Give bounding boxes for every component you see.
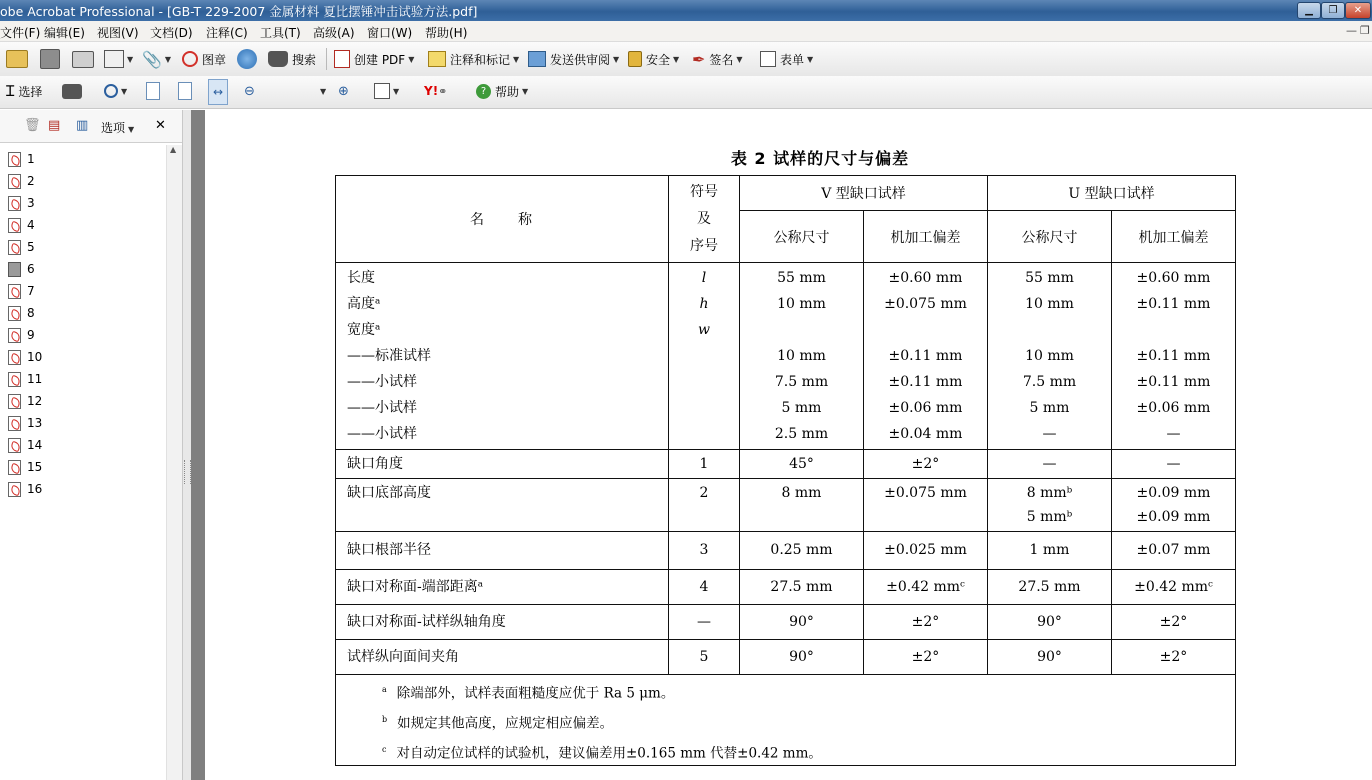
table-cell-u_tol: ±0.60 mm [1136,270,1211,286]
table-cell-name: 缺口根部半径 [347,542,431,558]
create-pdf-label: 创建 PDF [354,52,406,67]
zoom-out-button[interactable] [244,79,255,103]
pdf-page-icon [8,152,21,167]
title-bar [0,0,1372,21]
chevron-down-icon: ▼ [513,54,520,64]
table-cell-v_tol: ±2° [911,649,940,665]
table-cell-symbol: 2 [699,485,709,501]
menu-comments[interactable]: 注释(C) [206,26,248,40]
chevron-down-icon: ▼ [522,86,529,96]
search-label: 搜索 [292,52,317,67]
menu-document[interactable]: 文档(D) [150,26,193,40]
pdf-page-icon [8,416,21,431]
bookmark-label: 14 [27,438,43,452]
table-cell-u_tol: ±0.07 mm [1136,542,1211,558]
chevron-down-icon: ▼ [127,54,134,64]
table-title: 表 2 试样的尺寸与偏差 [730,149,910,168]
yahoo-button[interactable] [424,79,447,103]
header-nominal: 公称尺寸 [1021,229,1078,246]
chevron-down-icon: ▼ [121,86,128,96]
table-cell-v_nom: 55 mm [777,270,826,286]
select-label: 选择 [18,84,43,99]
window-title: obe Acrobat Professional - [GB-T 229-2007 金属材料 夏比摆锤冲击试验方法.pdf] [0,4,478,19]
pdf-page-icon [8,438,21,453]
bookmark-label: 11 [27,372,43,386]
doc-minimize-icon[interactable]: — [1346,24,1357,37]
select-tool-button[interactable] [6,79,42,103]
table-cell-name: ——小试样 [347,374,417,390]
table-row [336,605,1236,640]
bookmark-label: 8 [27,306,35,320]
sidebar-scrollbar[interactable] [166,145,182,780]
snapshot-button[interactable] [62,79,82,103]
bookmark-label: 9 [27,328,35,342]
table-cell-v_nom: 45° [789,456,814,472]
table-cell-symbol: 1 [699,456,709,472]
table-cell-u_tol: ±0.11 mm [1136,296,1211,312]
stamp-button[interactable] [182,47,226,71]
send-review-icon [528,51,546,67]
chevron-down-icon: ▼ [613,54,620,64]
options-menu[interactable] [101,119,134,136]
pdf-page-icon [8,460,21,475]
zoom-tool-button[interactable] [104,79,127,103]
table-cell-u_nom: 90° [1037,649,1062,665]
expand-bookmark-icon[interactable]: ▥ [76,118,89,133]
chevron-down-icon: ▼ [320,86,327,96]
security-label: 安全 [646,52,671,67]
table-cell-name: 缺口对称面-端部距离ᵃ [347,579,484,595]
bookmark-label: 3 [27,196,35,210]
table-cell-v_tol: ±0.075 mm [884,296,967,312]
table-cell-symbol [669,505,739,529]
bookmark-label: 16 [27,482,43,496]
table-cell-u_nom: — [1042,456,1057,472]
table-cell-v_nom: 27.5 mm [770,579,833,595]
zoom-dropdown[interactable] [317,79,326,103]
bookmark-item[interactable] [8,390,42,412]
create-pdf-button[interactable] [334,47,414,71]
pdf-page-icon [8,240,21,255]
send-review-label: 发送供审阅 [550,52,611,67]
organizer-button[interactable] [104,47,133,71]
options-label: 选项 [101,121,126,135]
pdf-page-icon [8,218,21,233]
close-button[interactable]: ✕ [1345,2,1371,19]
pdf-page-icon [8,328,21,343]
table-row [336,570,1236,605]
save-icon [40,49,60,69]
menu-window[interactable]: 窗口(W) [367,26,413,40]
menu-help[interactable]: 帮助(H) [425,26,468,40]
bookmark-label: 6 [27,262,35,276]
header-v-notch: V 型缺口试样 [821,186,906,203]
bookmark-item[interactable] [8,192,42,214]
table-cell-name: 缺口角度 [347,456,403,472]
table-cell-u_nom: 7.5 mm [1022,374,1077,390]
bookmark-item[interactable] [8,148,42,170]
new-bookmark-icon[interactable]: ▤ [48,118,61,133]
table-row [336,263,1236,450]
table-cell-u_tol: ±2° [1159,614,1188,630]
chevron-down-icon: ▼ [128,125,135,134]
bookmark-item[interactable] [8,302,42,324]
table-notes-row [336,675,1236,766]
zoom-in-icon [104,84,118,98]
print-button[interactable] [72,47,94,71]
pdf-page-icon [8,350,21,365]
table-cell-u_nom: 8 mmᵇ [1026,485,1073,501]
lock-icon [628,51,642,67]
table-cell-name: 宽度ᵃ [347,322,381,338]
bookmark-item[interactable] [8,236,42,258]
chevron-down-icon: ▼ [393,86,400,96]
table-cell-u_nom [988,317,1111,343]
forms-button[interactable] [760,47,813,71]
table-cell-name: ——小试样 [347,400,417,416]
delete-bookmark-icon[interactable]: 🗑 [24,118,41,133]
save-button[interactable] [40,47,60,71]
fit-page-icon [178,82,192,100]
globe-icon [237,49,257,69]
search-button[interactable] [268,47,316,71]
zoom-in-plus-icon: ⊕ [338,83,349,99]
bookmark-item[interactable] [8,412,42,434]
table-cell-name: 缺口底部高度 [347,485,431,501]
footnote-mark: c [382,745,387,754]
table-cell-symbol [669,343,739,369]
table-cell-u_tol: ±0.11 mm [1136,374,1211,390]
forms-icon [760,51,776,67]
bookmark-label: 4 [27,218,35,232]
bookmark-label: 7 [27,284,35,298]
table-cell-v_nom: 7.5 mm [774,374,829,390]
stamp-icon [182,51,198,67]
table-row [336,479,1236,532]
chevron-down-icon: ▼ [807,54,814,64]
table-cell-v_tol: ±0.42 mmᶜ [886,579,965,595]
toolbar-separator [326,48,327,70]
table-cell-u_nom: 27.5 mm [1018,579,1081,595]
table-cell-symbol: h [699,296,709,312]
yahoo-glasses-icon: ⚭ [438,84,448,98]
table-row [336,450,1236,479]
bookmark-label: 1 [27,152,35,166]
security-button[interactable] [628,47,679,71]
zoom-out-icon: ⊖ [244,83,255,99]
table-cell-name: ——标准试样 [347,348,431,364]
table-cell-name: 试样纵向面间夹角 [347,649,459,665]
table-cell-v_tol: ±0.11 mm [888,374,963,390]
header-u-notch: U 型缺口试样 [1068,186,1155,203]
table-cell-u_tol: ±0.09 mm [1136,509,1211,525]
menu-bar [0,21,1372,42]
pdf-page-icon [8,196,21,211]
sign-button[interactable] [692,47,743,71]
table-cell-symbol: — [697,614,711,630]
footnote-mark: a [382,685,387,694]
table-cell-v_tol: ±2° [911,456,940,472]
footnote-text: 对自动定位试样的试验机，建议偏差用±0.165 mm 代替±0.42 mm。 [396,745,822,762]
zoom-in-button[interactable] [338,79,349,103]
footnote [382,675,1235,705]
table-cell-symbol: w [698,322,710,338]
table-cell-v_tol: ±0.11 mm [888,348,963,364]
table-cell-u_tol: ±0.06 mm [1136,400,1211,416]
header-symbol: 序号 [690,237,718,254]
printer-icon [72,51,94,68]
table-cell-u_tol: ±0.42 mmᶜ [1134,579,1213,595]
bookmark-item[interactable] [8,170,42,192]
yahoo-logo-icon: Y! [424,84,439,98]
splitter-grip-icon [184,460,191,484]
dimensions-table [335,175,1236,766]
bookmark-item[interactable] [8,324,42,346]
bookmark-item[interactable] [8,456,42,478]
table-cell-u_nom: 90° [1037,614,1062,630]
table-row [336,532,1236,570]
page-icon [8,262,21,277]
table-cell-u_nom: 5 mm [1029,400,1070,416]
table-cell-v_tol: ±0.04 mm [888,426,963,442]
chevron-down-icon: ▼ [408,54,415,64]
header-symbol: 及 [697,210,711,227]
table-cell-v_tol: ±0.06 mm [888,400,963,416]
table-header-row [336,176,1236,211]
table-cell-symbol [669,369,739,395]
bookmark-item[interactable] [8,346,42,368]
organizer-icon [104,50,124,68]
bookmark-label: 13 [27,416,43,430]
footnote-text: 如规定其他高度，应规定相应偏差。 [397,715,614,732]
footnote [382,705,1235,735]
pdf-page-icon [8,284,21,299]
bookmark-label: 12 [27,394,43,408]
sign-label: 签名 [709,52,734,67]
bookmark-list [8,148,42,500]
table-cell-v_nom: 90° [789,614,814,630]
table-cell-u_nom: 10 mm [1025,296,1074,312]
camera-icon [62,84,82,99]
table-cell-u_tol: ±2° [1159,649,1188,665]
table-cell-symbol [669,421,739,447]
bookmark-item[interactable] [8,214,42,236]
binoculars-icon [268,51,288,67]
bookmark-item[interactable] [8,280,42,302]
comment-markup-button[interactable] [428,47,519,71]
table-cell-v_nom [740,505,863,529]
table-cell-symbol: 5 [699,649,709,665]
table-cell-u_nom: 1 mm [1029,542,1070,558]
table-cell-name: 长度 [347,270,375,286]
fit-page-button[interactable] [178,79,192,103]
chevron-down-icon: ▼ [736,54,743,64]
comment-label: 注释和标记 [450,52,511,67]
table-cell-u_nom: — [1042,426,1057,442]
help-button[interactable] [476,79,528,103]
table-cell-u_tol: — [1166,426,1181,442]
table-cell-u_tol: ±0.09 mm [1136,485,1211,501]
table-cell-v_tol [864,505,987,529]
stamp-label: 图章 [202,52,227,67]
menu-file[interactable]: 文件(F) [0,26,41,40]
header-name: 名 称 [470,212,534,228]
help-label: 帮助 [495,84,520,99]
table-cell-v_nom: 10 mm [777,348,826,364]
attach-button[interactable] [142,47,171,71]
forms-label: 表单 [780,52,805,67]
footnote-text: 除端部外，试样表面粗糙度应优于 Ra 5 μm。 [396,685,675,702]
table-cell-symbol: 3 [699,542,709,558]
table-cell-v_nom: 2.5 mm [774,426,829,442]
menu-edit[interactable]: 编辑(E) [44,26,85,40]
table-cell-v_nom: 10 mm [777,296,826,312]
web-button[interactable] [237,47,257,71]
toolbar-file [0,42,1372,77]
table-cell-v_nom: 8 mm [781,485,822,501]
table-cell-u_tol: — [1166,456,1181,472]
header-tolerance: 机加工偏差 [1138,229,1209,246]
comment-icon [428,51,446,67]
help-icon: ? [476,84,491,99]
menu-tools[interactable]: 工具(T) [260,26,301,40]
table-cell-u_tol: ±0.11 mm [1136,348,1211,364]
menu-advanced[interactable]: 高级(A) [313,26,355,40]
bookmark-item[interactable] [8,478,42,500]
restore-button[interactable]: ❐ [1321,2,1345,19]
table-cell-v_tol: ±0.60 mm [888,270,963,286]
send-review-button[interactable] [528,47,619,71]
table-cell-u_tol [1112,317,1235,343]
table-cell-v_tol: ±0.025 mm [884,542,967,558]
pdf-page-icon [8,394,21,409]
table-cell-symbol: l [701,270,707,286]
bookmark-item[interactable] [8,258,42,280]
open-button[interactable] [6,47,28,71]
bookmark-label: 15 [27,460,43,474]
table-cell-name: 高度ᵃ [347,296,381,312]
scroll-up-icon[interactable]: ▲ [170,145,177,154]
bookmarks-panel [0,110,183,780]
table-cell-v_nom: 5 mm [781,400,822,416]
table-cell-symbol [669,395,739,421]
table-cell-v_nom: 0.25 mm [770,542,833,558]
fit-width-icon: ↔ [213,85,224,99]
footnote-mark: b [382,715,388,724]
rotate-view-button[interactable] [374,79,399,103]
page-icon [146,82,160,100]
minimize-button[interactable]: ▁ [1297,2,1321,19]
table-cell-name: 缺口对称面-试样纵轴角度 [347,614,506,630]
doc-restore-icon[interactable]: ❐ [1360,24,1370,37]
table-cell-name [347,505,668,529]
chevron-down-icon: ▼ [673,54,680,64]
table-cell-v_nom: 90° [789,649,814,665]
text-cursor-icon: Ɪ [6,82,15,100]
pdf-page-icon [8,482,21,497]
table-cell-name: ——小试样 [347,426,417,442]
paperclip-icon: 📎 [142,49,162,69]
pdf-page-icon [8,306,21,321]
pdf-page-icon [8,372,21,387]
table-cell-v_tol: ±0.075 mm [884,485,967,501]
table-cell-u_nom: 5 mmᵇ [1026,509,1073,525]
header-symbol: 符号 [690,183,718,200]
toolbar-view [0,76,1372,109]
bookmarks-header [0,110,182,143]
pdf-page-icon [8,174,21,189]
header-nominal: 公称尺寸 [773,229,830,246]
bookmark-item[interactable] [8,434,42,456]
menu-view[interactable]: 视图(V) [97,26,139,40]
table-cell-u_nom: 55 mm [1025,270,1074,286]
table-row [336,640,1236,675]
header-tolerance: 机加工偏差 [890,229,961,246]
table-cell-v_tol: ±2° [911,614,940,630]
bookmark-item[interactable] [8,368,42,390]
bookmark-label: 5 [27,240,35,254]
document-page[interactable] [205,110,1372,780]
bookmark-label: 2 [27,174,35,188]
rotate-page-icon [374,83,390,99]
table-cell-v_nom [740,317,863,343]
chevron-down-icon: ▼ [164,54,172,64]
table-cell-u_nom: 10 mm [1025,348,1074,364]
actual-size-button[interactable] [146,79,160,103]
fit-width-button[interactable] [208,79,228,105]
create-pdf-icon [334,50,350,68]
table-cell-symbol: 4 [699,579,709,595]
table-cell-v_tol [864,317,987,343]
open-folder-icon [6,50,28,68]
pen-icon: ✒ [692,49,706,69]
footnote [382,735,1235,765]
bookmark-label: 10 [27,350,43,364]
close-panel-icon[interactable]: ✕ [155,118,166,133]
